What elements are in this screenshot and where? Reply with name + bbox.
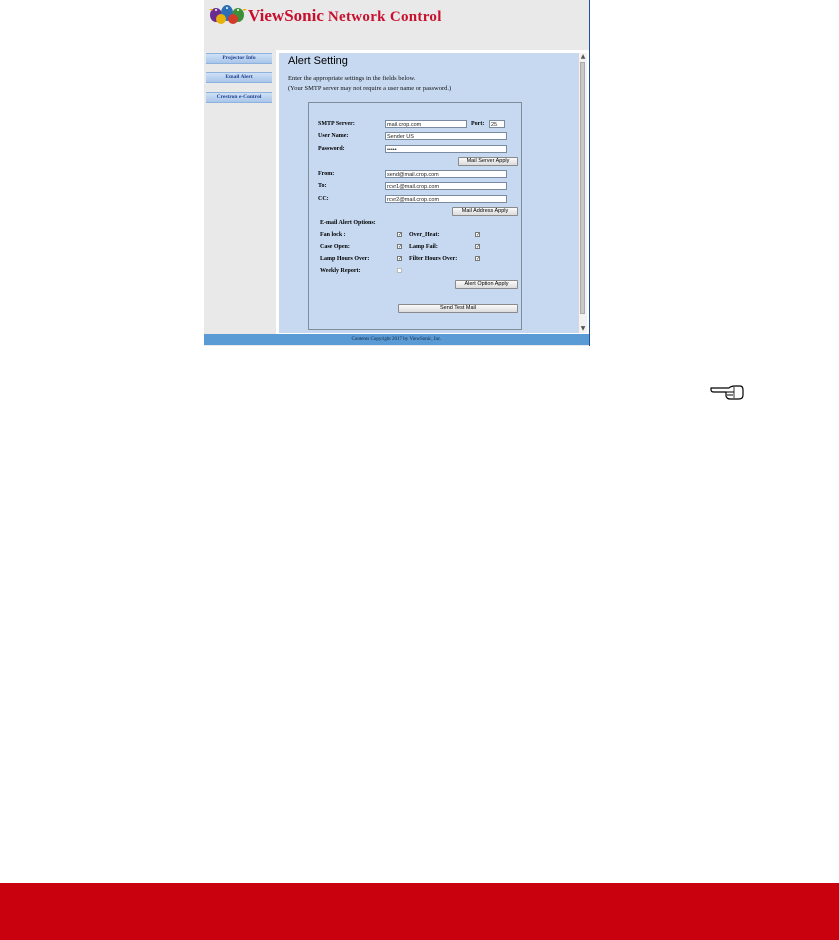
mail-address-apply-button[interactable]: Mail Address Apply	[452, 207, 518, 216]
viewsonic-birds-logo-icon	[208, 3, 248, 25]
sidebar	[204, 50, 276, 334]
brand-name: ViewSonic	[248, 6, 324, 25]
pointing-hand-icon	[710, 384, 744, 400]
weekly-report-label: Weekly Report:	[320, 268, 361, 274]
over-heat-checkbox[interactable]: ✓	[476, 232, 481, 238]
bottom-brand-bar	[0, 883, 839, 940]
scrollbar-thumb[interactable]	[580, 62, 585, 314]
sidebar-item-email-alert[interactable]: Email Alert	[206, 72, 272, 83]
network-control-window	[204, 0, 590, 346]
alert-form	[308, 102, 522, 330]
case-open-label: Case Open:	[320, 244, 350, 250]
sidebar-item-crestron[interactable]: Crestron e-Control	[206, 92, 272, 103]
fan-lock-label: Fan lock :	[320, 232, 346, 238]
user-name-input[interactable]: Sender US	[385, 132, 507, 140]
case-open-checkbox[interactable]: ✓	[398, 244, 403, 250]
lamp-fail-checkbox[interactable]: ✓	[476, 244, 481, 250]
intro-line-2: (Your SMTP server may not require a user name or password.)	[288, 85, 452, 92]
smtp-server-label: SMTP Server:	[318, 121, 355, 127]
scroll-up-arrow-icon[interactable]: ▲	[580, 53, 586, 60]
password-label: Password:	[318, 146, 345, 152]
scroll-down-arrow-icon[interactable]: ▼	[580, 325, 586, 332]
alert-option-apply-button[interactable]: Alert Option Apply	[455, 280, 518, 289]
port-label: Port:	[471, 121, 485, 127]
user-name-label: User Name:	[318, 133, 349, 139]
product-name: Network Control	[327, 9, 442, 25]
lamp-hours-over-checkbox[interactable]: ✓	[398, 256, 403, 262]
mail-server-apply-button[interactable]: Mail Server Apply	[458, 157, 518, 166]
filter-hours-over-checkbox[interactable]: ✓	[476, 256, 481, 262]
main-content	[276, 50, 589, 334]
port-input[interactable]: 25	[489, 120, 505, 128]
intro-line-1: Enter the appropriate settings in the fields below.	[288, 75, 416, 82]
over-heat-label: Over_Heat:	[409, 232, 440, 238]
alert-setting-panel	[279, 53, 578, 333]
header	[204, 0, 589, 50]
smtp-server-input[interactable]: mail.crop.com	[385, 120, 467, 128]
lamp-hours-over-label: Lamp Hours Over:	[320, 256, 370, 262]
vertical-scrollbar[interactable]	[578, 53, 587, 333]
to-label: To:	[318, 183, 327, 189]
intro-text	[288, 74, 451, 94]
weekly-report-checkbox[interactable]	[397, 268, 402, 273]
to-input[interactable]: rcvr1@mail.crop.com	[385, 182, 507, 190]
send-test-mail-button[interactable]: Send Test Mail	[398, 304, 518, 313]
filter-hours-over-label: Filter Hours Over:	[409, 256, 458, 262]
brand-logo	[248, 6, 442, 26]
copyright-footer: Contents Copyright 2017 by ViewSonic, Inc.	[204, 334, 589, 345]
page-title: Alert Setting	[288, 55, 348, 67]
sidebar-item-projector-info[interactable]: Projector Info	[206, 53, 272, 64]
cc-input[interactable]: rcvr2@mail.crop.com	[385, 195, 507, 203]
password-input[interactable]: •••••	[385, 145, 507, 153]
from-input[interactable]: send@mail.crop.com	[385, 170, 507, 178]
cc-label: CC:	[318, 196, 329, 202]
from-label: From:	[318, 171, 335, 177]
lamp-fail-label: Lamp Fail:	[409, 244, 438, 250]
alert-options-heading: E-mail Alert Options:	[320, 220, 376, 226]
fan-lock-checkbox[interactable]: ✓	[398, 232, 403, 238]
